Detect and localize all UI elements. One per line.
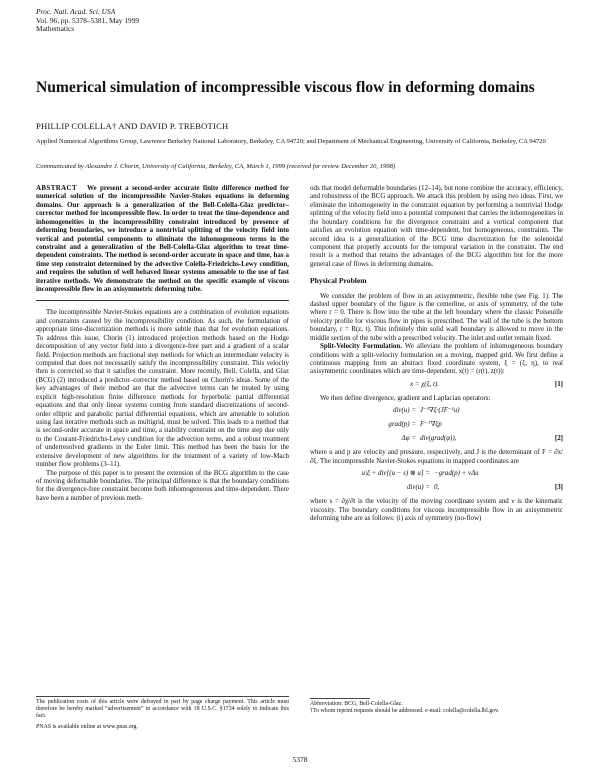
journal-volume: Vol. 96, pp. 5378–5381, May 1999 (36, 15, 140, 25)
equation-3a (310, 469, 563, 479)
equation-3b-rhs: 0, (434, 483, 440, 492)
right-column (310, 184, 563, 522)
equation-2a-rhs: J⁻¹∇ξ·(JF⁻¹u) (420, 406, 460, 415)
equation-2-number: [2] (554, 434, 563, 443)
equation-1-body: x = χ(ξ, t). (410, 379, 440, 388)
equation-2b-lhs: grad(p) = (388, 420, 416, 429)
equation-1 (310, 380, 563, 390)
right-paragraph-4: We then define divergence, gradient and Laplacian operators: (320, 393, 491, 402)
paper-title: Numerical simulation of incompressible viscous flow in deforming domains (36, 79, 535, 96)
equation-2a-lhs: div(u) = (393, 406, 416, 415)
right-paragraph-6: where s = ∂χ/∂t is the velocity of the moving coordinate system and ν is the kinematic viscosity. The boundary conditions for viscous incompressible flow in an axisymmetric deforming tube are as follows: (i) axis of symmetry (no-flow) (310, 497, 563, 522)
journal-header (36, 8, 139, 34)
communicated-by: Communicated by Alexandre J. Chorin, University of California, Berkeley, CA, March 1, 1999 (received for review December 20, 1998) (36, 163, 396, 170)
equation-2a (310, 406, 563, 416)
page-number: 5378 (292, 755, 308, 764)
abstract (36, 184, 289, 293)
authors: PHILLIP COLELLA† AND DAVID P. TREBOTICH (36, 121, 229, 131)
footnote-abbreviation: Abbreviation: BCG, Bell-Colella-Glaz. (310, 701, 403, 707)
intro-paragraph-2: The purpose of this paper is to present the extension of the BCG algorithm to the case of moving deformable boundaries. The principal difference is that the boundary conditions for the divergence-free constraint become both inhomogeneous and time-dependent. There have been a number of previous meth- (36, 468, 289, 502)
right-paragraph-2: We consider the problem of flow in an axisymmetric, flexible tube (see Fig. 1). The dashed upper boundary of the figure is the centerline, or axis of symmetry, of the tube where r = 0. There is flow into the tube at the left boundary where the classic Poiseuille velocity profile for viscous flow in pipes is prescribed. The wall of the tube is the bottom boundary, r = R(z, t). This infinitely thin solid wall boundary is allowed to move in the middle section of the tube with a prescribed velocity. The inlet and outlet remain fixed. (310, 291, 563, 342)
equation-2b-rhs: F⁻ᵀ∇ξp (420, 420, 442, 429)
footnote-publication-costs: The publication costs of this article were defrayed in part by page charge payment. This article must therefore be hereby marked “advertisement” in accordance with 18 U.S.C. §1734 solely to indicate this fact. (36, 699, 289, 720)
equation-2c-lhs: Δφ = (401, 434, 416, 443)
right-paragraph-3 (310, 342, 563, 376)
equation-1-number: [1] (554, 379, 563, 388)
footnote-right (310, 698, 563, 715)
footnote-rule-right (310, 698, 370, 699)
right-paragraph-1: ods that model deformable boundaries (12–14), but none combine the accuracy, efficiency, and robustness of the BCG approach. We attack this problem by using two ideas. First, we eliminate the inhomogeneity in the constraint equation by performing a nontrivial Hodge splitting of the velocity field into a potential component that carries the inhomogeneities in the boundary conditions for the divergence constraint and a vortical component that satisfies an evolution equation with time-dependent, but homogeneous, constraints. The second idea is a generalization of the BCG time discretization for the solenoidal component that properly accounts for the temporal variation in the constraint. The end result is a method that retains the advantages of the BCG algorithm but for the more general case of flows in deforming domains. (310, 184, 563, 268)
run-head-split-velocity: Split-Velocity Formulation. (320, 342, 402, 351)
footnote-pnas-online: PNAS is available online at www.pnas.org. (36, 723, 138, 730)
equation-3b-lhs: div(u) = (407, 483, 430, 492)
journal-name: Proc. Natl. Acad. Sci. USA (36, 7, 116, 16)
equation-2b (310, 420, 563, 430)
right-paragraph-5: where u and p are velocity and pressure, respectively, and J is the determinant of F = ∂x/∂ξ. The incompressible Navier-Stokes equations in mapped coordinates are (310, 448, 563, 465)
footnote-reprint-requests: †To whom reprint requests should be addressed. e-mail: colella@colella.lbl.gov. (310, 708, 500, 715)
equation-2c-rhs: div(grad(φ)), (420, 434, 457, 443)
abstract-text: We present a second-order accurate finite difference method for numerical solution of the incompressible Navier-Stokes equations in deforming domains. Our approach is a generalization of the Bell-Colella-Glaz predictor–corrector method for incompressible flow. In order to treat the time-dependence and inhomogeneities in the incompressibility constraint introduced by presence of deforming boundaries, we introduce a nontrivial splitting of the velocity field into vortical and potential components to eliminate the inhomogeneous terms in the constraint and a generalization of the Bell-Colella-Glaz algorithm to treat time-dependent constraints. The method is second-order accurate in space and time, has a time step constraint determined by the advective Colella-Friedrichs-Lewy condition, and requires the solution of well behaved linear systems amenable to the use of fast iterative methods. We demonstrate the method on the specific example of viscous incompressible flow in an axisymmetric deforming tube. (36, 184, 289, 294)
equation-3a-lhs: u|ξ + div[(u − s) ⊗ u] = (361, 469, 430, 478)
footnote-left (36, 696, 289, 731)
equation-3a-rhs: −grad(p) + νΔu (434, 469, 479, 478)
right-paragraph-3-text: We alleviate the problem of inhomogeneous boundary conditions with a split-velocity formulation on a moving, mapped grid. We first define a continuous mapping from an abstract fixed coordinate system, ξ = (ξ, η), to real axisymmetric coordinates which are time-dependent, x(t) = (r(t), z(t)): (310, 342, 563, 376)
section-title-physical-problem: Physical Problem (310, 276, 367, 286)
intro-paragraph-1: The incompressible Navier-Stokes equations are a combination of evolution equations and constraints caused by the incompressibility condition. As such, the formulation of appropriate time-discretization methods is more subtle than that for evolution equations. To address this issue, Chorin (1) introduced projection methods based on the Hodge decomposition of any vector field into a divergence-free part and a gradient of a scalar field. Projection methods are fractional step methods for which an intermediate velocity is computed that does not necessarily satisfy the incompressibility constraint. This velocity then is corrected so that it satisfies the constraint. More recently, Bell, Colella, and Glaz (BCG) (2) introduced a predictor–corrector method based on Chorin's ideas. Some of the key advantages of their method are that the advective terms can be treated by using explicit high-resolution finite difference methods for hyperbolic partial differential equations and that only linear systems coming from standard discretizations of second-order elliptic and parabolic partial differential equations, which are amenable to solution using fast iterative methods such as multigrid, must be solved. This leads to a method that is second-order accurate in space and time, a stability constraint on the time step due only to the Courant-Friedrichs-Lewy condition for the advection terms, and a robust treatment of underresolved gradients in the Euler limit. This method has been the basis for the extensive development of new algorithms for the treatment of a variety of low-Mach number flow problems (3–11). (36, 308, 289, 469)
left-column (36, 184, 289, 502)
abstract-label: ABSTRACT (36, 184, 77, 192)
equation-3-number: [3] (554, 483, 563, 492)
abstract-divider (36, 300, 289, 301)
equation-2c (310, 434, 563, 444)
affiliation: Applied Numerical Algorithms Group, Lawrence Berkeley National Laboratory, Berkeley, CA 94720; and Department of Mechanical Engineering, University of California, Berkeley, CA 94720 (36, 138, 546, 145)
footnote-rule (36, 696, 289, 697)
journal-section: Mathematics (36, 24, 75, 34)
equation-3b (310, 483, 563, 493)
